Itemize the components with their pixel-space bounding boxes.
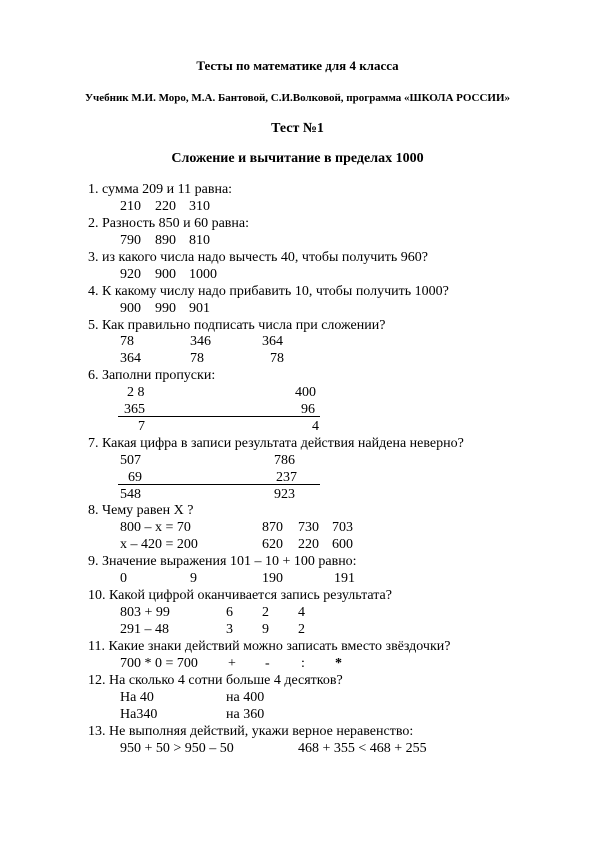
q9-option: 0 [120,571,127,586]
q11-option: + [228,656,236,671]
q7-number: 548 [120,487,141,502]
q13-option: 950 + 50 > 950 – 50 [120,741,234,756]
q5-number: 346 [190,334,211,349]
question-10-text: 10. Какой цифрой оканчивается запись результата? [88,588,392,603]
question-7-text: 7. Какая цифра в записи результата действия найдена неверно? [88,436,464,451]
q5-number: 364 [262,334,283,349]
q4-option: 990 [155,301,176,316]
q6-number: 400 [295,385,316,400]
question-2-text: 2. Разность 850 и 60 равна: [88,216,249,231]
q5-number: 78 [190,351,204,366]
question-9-text: 9. Значение выражения 101 – 10 + 100 равно: [88,554,357,569]
q6-number: 7 [138,419,145,434]
q9-option: 191 [334,571,355,586]
question-3-text: 3. из какого числа надо вычесть 40, чтобы получить 960? [88,250,428,265]
q11-option: : [301,656,305,671]
q8-equation: 800 – х = 70 [120,520,191,535]
q7-number: 507 [120,453,141,468]
q5-number: 78 [270,351,284,366]
question-6-text: 6. Заполни пропуски: [88,368,216,383]
q10-option: 2 [298,622,305,637]
q3-option: 900 [155,267,176,282]
q8-option: 220 [298,537,319,552]
q6-number: 2 8 [127,385,145,400]
q3-option: 920 [120,267,141,282]
q10-expression: 803 + 99 [120,605,170,620]
q10-expression: 291 – 48 [120,622,169,637]
q10-option: 3 [226,622,233,637]
q8-option: 870 [262,520,283,535]
question-5-text: 5. Как правильно подписать числа при сложении? [88,318,386,333]
q10-option: 4 [298,605,305,620]
q7-number: 69 [128,470,142,485]
q8-option: 703 [332,520,353,535]
q2-option: 810 [189,233,210,248]
q1-option: 210 [120,199,141,214]
q12-option: на 400 [226,690,265,705]
q5-number: 364 [120,351,141,366]
question-1-text: 1. сумма 209 и 11 равна: [88,182,233,197]
q4-option: 901 [189,301,210,316]
question-4-text: 4. К какому числу надо прибавить 10, чтобы получить 1000? [88,284,449,299]
q4-option: 900 [120,301,141,316]
q12-option: на 360 [226,707,265,722]
q2-option: 890 [155,233,176,248]
q6-number: 365 [124,402,145,417]
q11-option: * [335,656,342,671]
q10-option: 2 [262,605,269,620]
q7-number: 923 [274,487,295,502]
q12-option: На 40 [120,690,154,705]
q6-result-line [118,416,320,417]
q9-option: 190 [262,571,283,586]
test-number: Тест №1 [271,121,324,136]
worksheet-title: Тесты по математике для 4 класса [196,58,399,73]
question-11-text: 11. Какие знаки действий можно записать вместо звёздочки? [88,639,451,654]
q10-option: 9 [262,622,269,637]
test-topic: Сложение и вычитание в пределах 1000 [171,151,424,166]
q3-option: 1000 [189,267,217,282]
q6-number: 96 [301,402,315,417]
q9-option: 9 [190,571,197,586]
q8-option: 730 [298,520,319,535]
q11-option: - [265,656,270,671]
q2-option: 790 [120,233,141,248]
q12-option: На340 [120,707,158,722]
q8-option: 600 [332,537,353,552]
question-12-text: 12. На сколько 4 сотни больше 4 десятков? [88,673,343,688]
q8-equation: х – 420 = 200 [120,537,198,552]
q8-option: 620 [262,537,283,552]
textbook-subtitle: Учебник М.И. Моро, М.А. Бантовой, С.И.Волковой, программа «ШКОЛА РОССИИ» [84,92,511,104]
q1-option: 310 [189,199,210,214]
q13-option: 468 + 355 < 468 + 255 [298,741,427,756]
question-8-text: 8. Чему равен Х ? [88,503,194,518]
q11-expression: 700 * 0 = 700 [120,656,198,671]
q5-number: 78 [120,334,134,349]
q7-number: 237 [276,470,297,485]
q6-number: 4 [312,419,319,434]
q7-number: 786 [274,453,295,468]
q1-option: 220 [155,199,176,214]
question-13-text: 13. Не выполняя действий, укажи верное неравенство: [88,724,414,739]
q10-option: 6 [226,605,233,620]
